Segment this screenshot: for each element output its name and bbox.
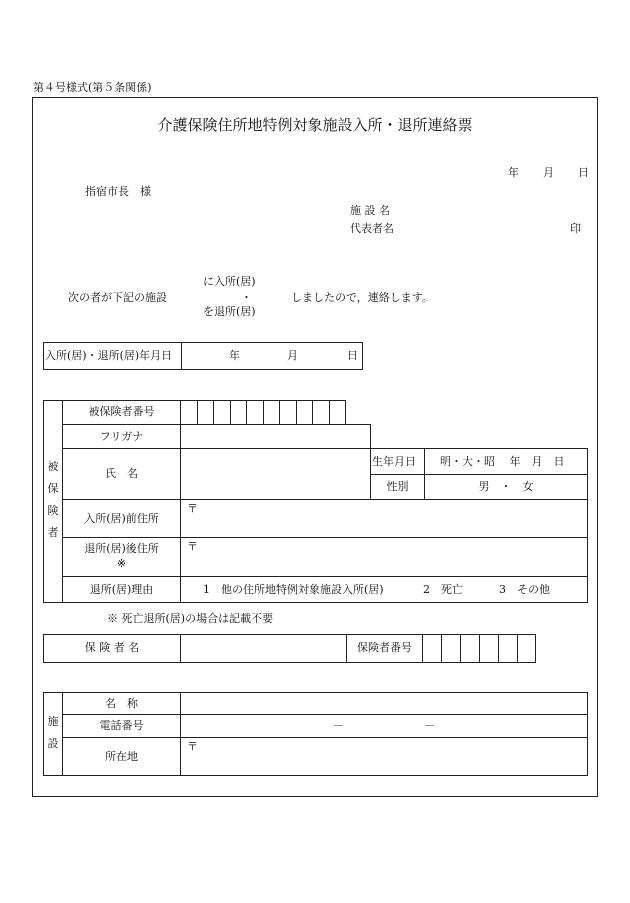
facility-name-label: 施 設 名 — [350, 204, 390, 217]
post-address-mark: ※ — [116, 557, 127, 570]
prev-address-postal-mark: 〒 — [187, 502, 198, 515]
date-row-label: 入所(居)・退所(居)年月日 — [45, 349, 173, 362]
reason-option-3[interactable]: 3 その他 — [499, 583, 550, 596]
death-note: ※ 死亡退所(居)の場合は記載不要 — [107, 612, 274, 625]
date-row-day[interactable]: 日 — [347, 349, 358, 362]
facility-side-label: 施 設 — [47, 715, 59, 750]
name-label: 氏 名 — [105, 467, 138, 480]
insured-side-label: 被 保 険 者 — [47, 460, 59, 539]
facility-postal-mark: 〒 — [187, 740, 198, 753]
notice-option-separator: ・ — [241, 291, 252, 304]
notice-option-leave: を退所(居) — [203, 305, 256, 318]
date-row-month[interactable]: 月 — [287, 349, 298, 362]
date-year-label: 年 — [508, 166, 519, 179]
date-month-label: 月 — [543, 166, 554, 179]
phone-dash-2: － — [424, 719, 435, 732]
furigana-field[interactable] — [180, 424, 371, 449]
notice-option-enter: に入所(居) — [203, 275, 256, 288]
furigana-label: フリガナ — [99, 430, 144, 443]
form-number: 第４号様式(第５条関係) — [33, 81, 152, 94]
insurer-name-field[interactable] — [180, 634, 347, 663]
addressee: 指宿市長 様 — [85, 185, 151, 198]
reason-option-2[interactable]: 2 死亡 — [423, 583, 463, 596]
facility-name-field[interactable] — [180, 692, 588, 715]
seal-mark: 印 — [570, 222, 581, 235]
facility-phone-label: 電話番号 — [99, 719, 144, 732]
facility-address-field[interactable] — [180, 737, 588, 776]
prev-address-label: 入所(居)前住所 — [84, 512, 159, 525]
phone-dash-1: － — [333, 719, 344, 732]
notice-prefix: 次の者が下記の施設 — [68, 291, 167, 304]
form-title: 介護保険住所地特例対象施設入所・退所連絡票 — [157, 116, 473, 134]
date-day-label: 日 — [578, 166, 589, 179]
reason-option-1[interactable]: 1 他の住所地特例対象施設入所(居) — [203, 583, 384, 596]
gender-value: 男 ・ 女 — [478, 480, 534, 493]
gender-label: 性別 — [386, 480, 409, 493]
insured-number-label: 被保険者番号 — [88, 405, 155, 418]
reason-label: 退所(居)理由 — [89, 583, 154, 596]
prev-address-field[interactable] — [180, 499, 588, 538]
post-address-label: 退所(居)後住所 — [84, 542, 159, 555]
name-field[interactable] — [180, 448, 371, 500]
insurer-number-label: 保険者番号 — [357, 641, 412, 654]
facility-address-label: 所在地 — [105, 750, 138, 763]
date-row-year[interactable]: 年 — [229, 349, 240, 362]
notice-suffix: しましたので，連絡します。 — [291, 291, 433, 304]
facility-name-row-label: 名 称 — [105, 697, 138, 710]
birth-label: 生年月日 — [372, 455, 416, 468]
post-address-field[interactable] — [180, 537, 588, 577]
insurer-name-label: 保 険 者 名 — [84, 641, 140, 654]
post-address-postal-mark: 〒 — [187, 540, 198, 553]
birth-value: 明・大・昭 年 月 日 — [440, 455, 565, 468]
representative-label: 代表者名 — [350, 222, 394, 235]
facility-phone-field[interactable] — [180, 714, 588, 738]
